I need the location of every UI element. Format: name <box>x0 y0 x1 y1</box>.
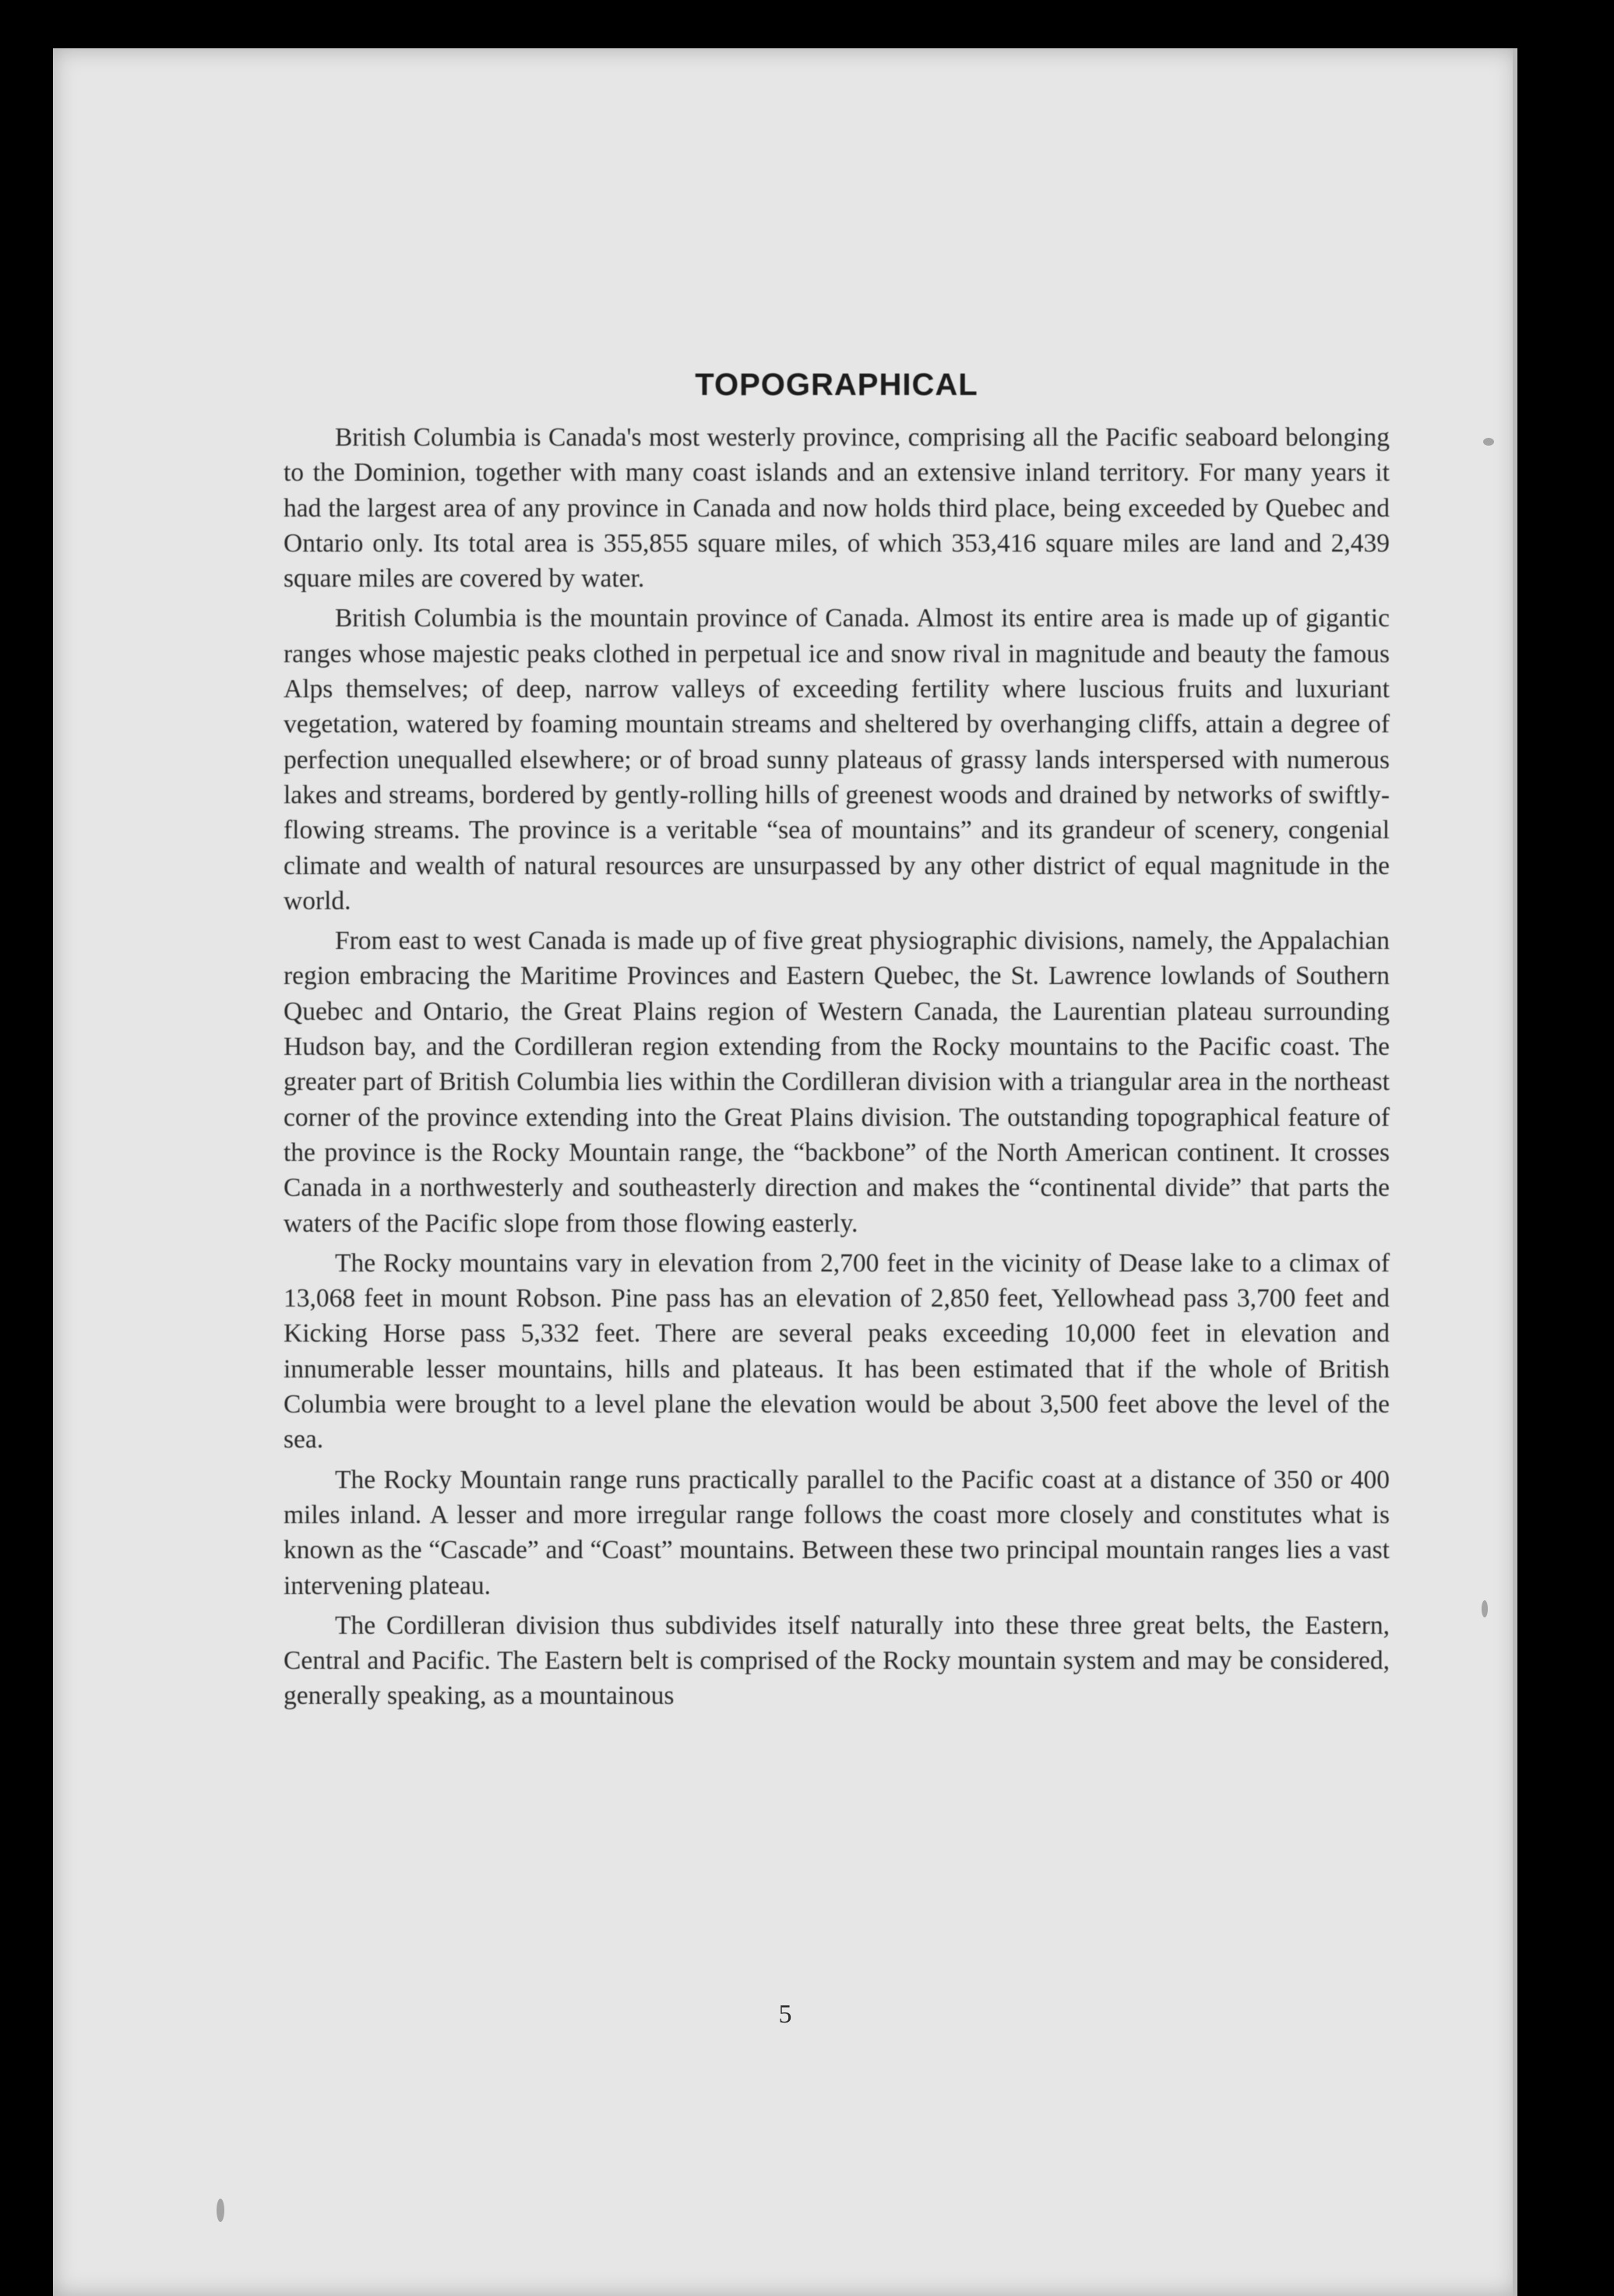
scan-speck <box>1483 438 1494 446</box>
paragraph-1: British Columbia is Canada's most westerly province, comprising all the Pacific seaboard belonging to the Dominion, together with many coast islands and an extensive inland territory. For many years it had the largest area of any province in Canada and now holds third place, being exceeded by Quebec and Ontario only. Its total area is 355,855 square miles, of which 353,416 square miles are land and 2,439 square miles are covered by water. <box>284 423 1390 594</box>
scan-speck <box>1482 1600 1488 1617</box>
page-number: 5 <box>778 2000 792 2029</box>
paragraph-5: The Rocky Mountain range runs practically parallel to the Pacific coast at a distance of 350 or 400 miles inland. A lesser and more irregular range follows the coast more closely and constitutes what is known as the “Cascade” and “Coast” mountains. Between these two principal mountain ranges lies a vast intervening plateau. <box>284 1465 1390 1600</box>
paragraph-3: From east to west Canada is made up of five great physiographic divisions, namely, the Appalachian region embracing the Maritime Provinces and Eastern Quebec, the St. Lawrence lowlands of Southern Quebec and Ontario, the Great Plains region of Western Canada, the Laurentian plateau surrounding Hudson bay, and the Cordilleran region extending from the Rocky mountains to the Pacific coast. The greater part of British Columbia lies within the Cordilleran division with a triangular area in the northeast corner of the province extending into the Great Plains division. The outstanding topographical feature of the province is the Rocky Mountain range, the “backbone” of the North American continent. It crosses Canada in a northwesterly and southeasterly direction and makes the “continental divide” that parts the waters of the Pacific slope from those flowing easterly. <box>284 926 1390 1238</box>
page-body <box>284 368 1390 1719</box>
paragraph-2: British Columbia is the mountain province of Canada. Almost its entire area is made up of gigantic ranges whose majestic peaks clothed in perpetual ice and snow rival in magnitude and beauty the famous Alps themselves; of deep, narrow valleys of exceeding fertility where luscious fruits and luxuriant vegetation, watered by foaming mountain streams and sheltered by overhanging cliffs, attain a degree of perfection unequalled elsewhere; or of broad sunny plateaus of grassy lands interspersed with numerous lakes and streams, bordered by gently-rolling hills of greenest woods and drained by networks of swiftly-flowing streams. The province is a veritable “sea of mountains” and its grandeur of scenery, congenial climate and wealth of natural resources are unsurpassed by any other district of equal magnitude in the world. <box>284 604 1390 915</box>
paragraph-6: The Cordilleran division thus subdivides itself naturally into these three great belts, the Eastern, Central and Pacific. The Eastern belt is comprised of the Rocky mountain system and may be considered, generally speaking, as a mountainous <box>284 1610 1390 1711</box>
paragraph-4: The Rocky mountains vary in elevation from 2,700 feet in the vicinity of Dease lake to a climax of 13,068 feet in mount Robson. Pine pass has an elevation of 2,850 feet, Yellowhead pass 3,700 feet and Kicking Horse pass 5,332 feet. There are several peaks exceeding 10,000 feet in elevation and innumerable lesser mountains, hills and plateaus. It has been estimated that if the whole of British Columbia were brought to a level plane the elevation would be about 3,500 feet above the level of the sea. <box>284 1248 1390 1455</box>
section-heading: TOPOGRAPHICAL <box>695 368 978 402</box>
scan-speck <box>217 2199 224 2222</box>
scanned-page <box>53 48 1517 2296</box>
